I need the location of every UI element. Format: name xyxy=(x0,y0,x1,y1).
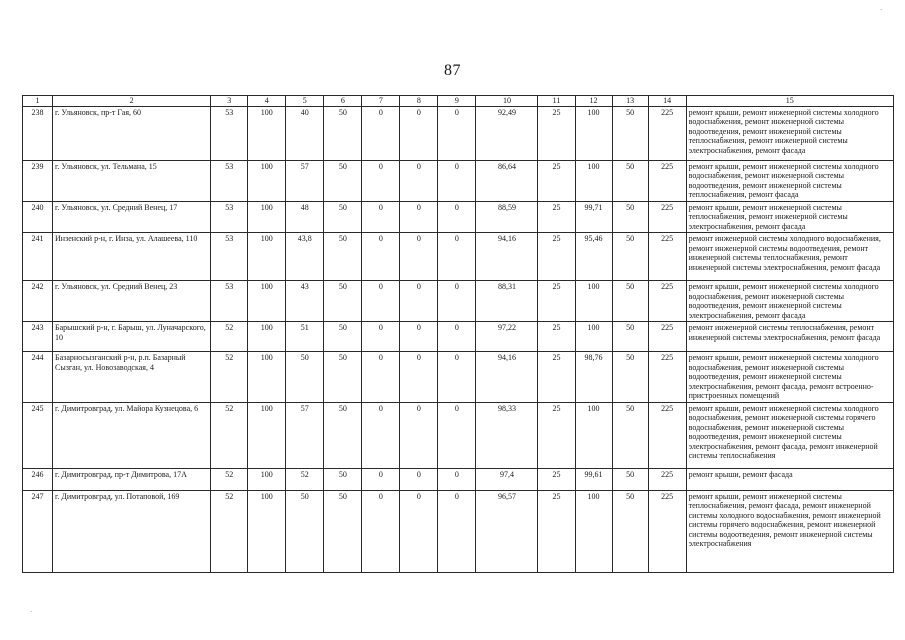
cell-col-13: 50 xyxy=(612,402,648,468)
cell-col-5: 43,8 xyxy=(286,233,324,281)
cell-col-12: 99,71 xyxy=(575,201,612,233)
cell-col-4: 100 xyxy=(248,402,286,468)
cell-col-8: 0 xyxy=(400,281,438,322)
cell-col-13: 50 xyxy=(612,322,648,352)
cell-col-4: 100 xyxy=(248,281,286,322)
col-header: 1 xyxy=(23,96,53,107)
works-cell: ремонт крыши, ремонт инженерной системы холодного водоснабжения, ремонт инженерной системы водоотведения, ремонт инженерной системы теплоснабжения, ремонт инженерной системы электроснабжения, ремонт фасада xyxy=(686,106,893,160)
cell-col-10: 88,31 xyxy=(476,281,538,322)
cell-col-8: 0 xyxy=(400,322,438,352)
cell-col-3: 53 xyxy=(211,281,248,322)
cell-col-6: 50 xyxy=(324,160,362,201)
table-body xyxy=(23,106,894,572)
address-cell: г. Ульяновск, ул. Тельмана, 15 xyxy=(53,160,211,201)
cell-col-9: 0 xyxy=(438,490,476,572)
cell-col-5: 57 xyxy=(286,402,324,468)
col-header: 8 xyxy=(400,96,438,107)
cell-col-12: 98,76 xyxy=(575,352,612,403)
cell-col-14: 225 xyxy=(648,490,686,572)
cell-col-10: 97,22 xyxy=(476,322,538,352)
cell-col-6: 50 xyxy=(324,201,362,233)
address-cell: г. Димитровград, ул. Потаповой, 169 xyxy=(53,490,211,572)
works-cell: ремонт инженерной системы теплоснабжения, ремонт инженерной системы электроснабжения, ремонт фасада xyxy=(686,322,893,352)
cell-col-9: 0 xyxy=(438,402,476,468)
cell-col-12: 99,61 xyxy=(575,468,612,490)
cell-col-6: 50 xyxy=(324,352,362,403)
cell-col-7: 0 xyxy=(362,402,400,468)
address-cell: г. Ульяновск, ул. Средний Венец, 17 xyxy=(53,201,211,233)
cell-col-7: 0 xyxy=(362,281,400,322)
cell-col-12: 100 xyxy=(575,322,612,352)
col-header: 4 xyxy=(248,96,286,107)
cell-col-8: 0 xyxy=(400,233,438,281)
cell-col-13: 50 xyxy=(612,201,648,233)
cell-col-9: 0 xyxy=(438,106,476,160)
works-cell: ремонт крыши, ремонт инженерной системы холодного водоснабжения, ремонт инженерной системы водоотведения, ремонт инженерной системы электроснабжения, ремонт фасада, ремонт встроенно-пристроенных помещений xyxy=(686,352,893,403)
col-header: 11 xyxy=(538,96,575,107)
table-row xyxy=(23,160,894,201)
works-cell: ремонт крыши, ремонт фасада xyxy=(686,468,893,490)
table-row xyxy=(23,490,894,572)
registry-table xyxy=(22,95,894,573)
cell-col-5: 43 xyxy=(286,281,324,322)
cell-col-9: 0 xyxy=(438,160,476,201)
cell-col-8: 0 xyxy=(400,402,438,468)
col-header: 9 xyxy=(438,96,476,107)
works-cell: ремонт крыши, ремонт инженерной системы теплоснабжения, ремонт фасада, ремонт инженерной системы холодного водоснабжения, ремонт инженерной системы горячего водоснабжения, ремонт инженерной системы водоотведения, ремонт инженерной системы электроснабжения xyxy=(686,490,893,572)
cell-col-10: 88,59 xyxy=(476,201,538,233)
cell-col-3: 52 xyxy=(211,322,248,352)
col-header: 15 xyxy=(686,96,893,107)
row-number: 238 xyxy=(23,106,53,160)
cell-col-6: 50 xyxy=(324,322,362,352)
address-cell: г. Ульяновск, пр-т Гая, 60 xyxy=(53,106,211,160)
cell-col-10: 86,64 xyxy=(476,160,538,201)
works-cell: ремонт крыши, ремонт инженерной системы холодного водоснабжения, ремонт инженерной системы водоотведения, ремонт инженерной системы электроснабжения, ремонт фасада xyxy=(686,281,893,322)
cell-col-4: 100 xyxy=(248,201,286,233)
works-cell: ремонт крыши, ремонт инженерной системы холодного водоснабжения, ремонт инженерной системы горячего водоснабжения, ремонт инженерной системы водоотведения, ремонт инженерной системы электроснабжения, ремонт фасада, ремонт инженерной системы теплоснабжения xyxy=(686,402,893,468)
cell-col-11: 25 xyxy=(538,201,575,233)
cell-col-3: 53 xyxy=(211,233,248,281)
cell-col-13: 50 xyxy=(612,352,648,403)
cell-col-5: 40 xyxy=(286,106,324,160)
cell-col-13: 50 xyxy=(612,468,648,490)
col-header: 10 xyxy=(476,96,538,107)
cell-col-7: 0 xyxy=(362,322,400,352)
cell-col-6: 50 xyxy=(324,490,362,572)
address-cell: Инзенский р-н, г. Инза, ул. Алашеева, 110 xyxy=(53,233,211,281)
cell-col-10: 94,16 xyxy=(476,233,538,281)
cell-col-4: 100 xyxy=(248,352,286,403)
cell-col-5: 48 xyxy=(286,201,324,233)
col-header: 12 xyxy=(575,96,612,107)
cell-col-14: 225 xyxy=(648,106,686,160)
cell-col-5: 50 xyxy=(286,490,324,572)
table-row xyxy=(23,402,894,468)
cell-col-6: 50 xyxy=(324,106,362,160)
table-row xyxy=(23,201,894,233)
cell-col-11: 25 xyxy=(538,233,575,281)
cell-col-14: 225 xyxy=(648,468,686,490)
cell-col-4: 100 xyxy=(248,468,286,490)
cell-col-7: 0 xyxy=(362,233,400,281)
cell-col-14: 225 xyxy=(648,322,686,352)
cell-col-13: 50 xyxy=(612,106,648,160)
cell-col-11: 25 xyxy=(538,402,575,468)
col-header: 14 xyxy=(648,96,686,107)
cell-col-10: 96,57 xyxy=(476,490,538,572)
cell-col-12: 95,46 xyxy=(575,233,612,281)
cell-col-14: 225 xyxy=(648,201,686,233)
cell-col-10: 94,16 xyxy=(476,352,538,403)
cell-col-11: 25 xyxy=(538,281,575,322)
cell-col-4: 100 xyxy=(248,160,286,201)
cell-col-6: 50 xyxy=(324,402,362,468)
cell-col-3: 53 xyxy=(211,106,248,160)
cell-col-5: 50 xyxy=(286,352,324,403)
cell-col-11: 25 xyxy=(538,490,575,572)
row-number: 242 xyxy=(23,281,53,322)
page-number: 87 xyxy=(444,62,461,79)
cell-col-11: 25 xyxy=(538,322,575,352)
table-row xyxy=(23,106,894,160)
cell-col-3: 52 xyxy=(211,402,248,468)
cell-col-9: 0 xyxy=(438,281,476,322)
cell-col-8: 0 xyxy=(400,160,438,201)
cell-col-4: 100 xyxy=(248,106,286,160)
works-cell: ремонт инженерной системы холодного водоснабжения, ремонт инженерной системы водоотведения, ремонт инженерной системы теплоснабжения, ремонт инженерной системы электроснабжения, ремонт фасада xyxy=(686,233,893,281)
cell-col-8: 0 xyxy=(400,468,438,490)
cell-col-8: 0 xyxy=(400,490,438,572)
cell-col-5: 57 xyxy=(286,160,324,201)
table-row xyxy=(23,322,894,352)
cell-col-9: 0 xyxy=(438,468,476,490)
cell-col-12: 100 xyxy=(575,402,612,468)
row-number: 246 xyxy=(23,468,53,490)
cell-col-14: 225 xyxy=(648,281,686,322)
cell-col-5: 51 xyxy=(286,322,324,352)
address-cell: г. Димитровград, пр-т Димитрова, 17А xyxy=(53,468,211,490)
col-header: 7 xyxy=(362,96,400,107)
cell-col-3: 53 xyxy=(211,201,248,233)
address-cell: Барышский р-н, г. Барыш, ул. Луначарского, 10 xyxy=(53,322,211,352)
cell-col-13: 50 xyxy=(612,160,648,201)
cell-col-4: 100 xyxy=(248,233,286,281)
cell-col-8: 0 xyxy=(400,201,438,233)
address-cell: г. Ульяновск, ул. Средний Венец, 23 xyxy=(53,281,211,322)
cell-col-4: 100 xyxy=(248,322,286,352)
cell-col-13: 50 xyxy=(612,490,648,572)
cell-col-3: 52 xyxy=(211,490,248,572)
address-cell: Базарносызганский р-н, р.п. Базарный Сызган, ул. Новозаводская, 4 xyxy=(53,352,211,403)
cell-col-7: 0 xyxy=(362,201,400,233)
cell-col-14: 225 xyxy=(648,160,686,201)
cell-col-12: 100 xyxy=(575,281,612,322)
cell-col-7: 0 xyxy=(362,352,400,403)
cell-col-13: 50 xyxy=(612,233,648,281)
col-header: 5 xyxy=(286,96,324,107)
cell-col-11: 25 xyxy=(538,160,575,201)
cell-col-12: 100 xyxy=(575,106,612,160)
address-cell: г. Димитровград, ул. Майора Кузнецова, 6 xyxy=(53,402,211,468)
table-row xyxy=(23,233,894,281)
cell-col-9: 0 xyxy=(438,352,476,403)
cell-col-11: 25 xyxy=(538,106,575,160)
cell-col-14: 225 xyxy=(648,402,686,468)
cell-col-7: 0 xyxy=(362,160,400,201)
cell-col-11: 25 xyxy=(538,468,575,490)
cell-col-9: 0 xyxy=(438,233,476,281)
cell-col-12: 100 xyxy=(575,160,612,201)
cell-col-3: 52 xyxy=(211,352,248,403)
cell-col-6: 50 xyxy=(324,233,362,281)
cell-col-13: 50 xyxy=(612,281,648,322)
cell-col-5: 52 xyxy=(286,468,324,490)
cell-col-14: 225 xyxy=(648,352,686,403)
scan-artifact: · xyxy=(30,608,33,616)
col-header: 13 xyxy=(612,96,648,107)
table-row xyxy=(23,281,894,322)
row-number: 241 xyxy=(23,233,53,281)
row-number: 243 xyxy=(23,322,53,352)
cell-col-6: 50 xyxy=(324,281,362,322)
header-row xyxy=(23,96,894,107)
cell-col-3: 52 xyxy=(211,468,248,490)
cell-col-14: 225 xyxy=(648,233,686,281)
cell-col-10: 92,49 xyxy=(476,106,538,160)
row-number: 240 xyxy=(23,201,53,233)
cell-col-8: 0 xyxy=(400,352,438,403)
col-header: 2 xyxy=(53,96,211,107)
cell-col-11: 25 xyxy=(538,352,575,403)
row-number: 245 xyxy=(23,402,53,468)
cell-col-9: 0 xyxy=(438,322,476,352)
cell-col-3: 53 xyxy=(211,160,248,201)
cell-col-8: 0 xyxy=(400,106,438,160)
col-header: 3 xyxy=(211,96,248,107)
col-header: 6 xyxy=(324,96,362,107)
cell-col-4: 100 xyxy=(248,490,286,572)
row-number: 244 xyxy=(23,352,53,403)
cell-col-7: 0 xyxy=(362,490,400,572)
cell-col-9: 0 xyxy=(438,201,476,233)
works-cell: ремонт крыши, ремонт инженерной системы теплоснабжения, ремонт инженерной системы электроснабжения, ремонт фасада xyxy=(686,201,893,233)
cell-col-7: 0 xyxy=(362,468,400,490)
cell-col-10: 98,33 xyxy=(476,402,538,468)
table-row xyxy=(23,468,894,490)
cell-col-6: 50 xyxy=(324,468,362,490)
cell-col-12: 100 xyxy=(575,490,612,572)
cell-col-10: 97,4 xyxy=(476,468,538,490)
works-cell: ремонт крыши, ремонт инженерной системы холодного водоснабжения, ремонт инженерной системы водоотведения, ремонт инженерной системы теплоснабжения, ремонт фасада xyxy=(686,160,893,201)
scan-artifact: · xyxy=(880,6,883,14)
row-number: 239 xyxy=(23,160,53,201)
cell-col-7: 0 xyxy=(362,106,400,160)
row-number: 247 xyxy=(23,490,53,572)
table-row xyxy=(23,352,894,403)
